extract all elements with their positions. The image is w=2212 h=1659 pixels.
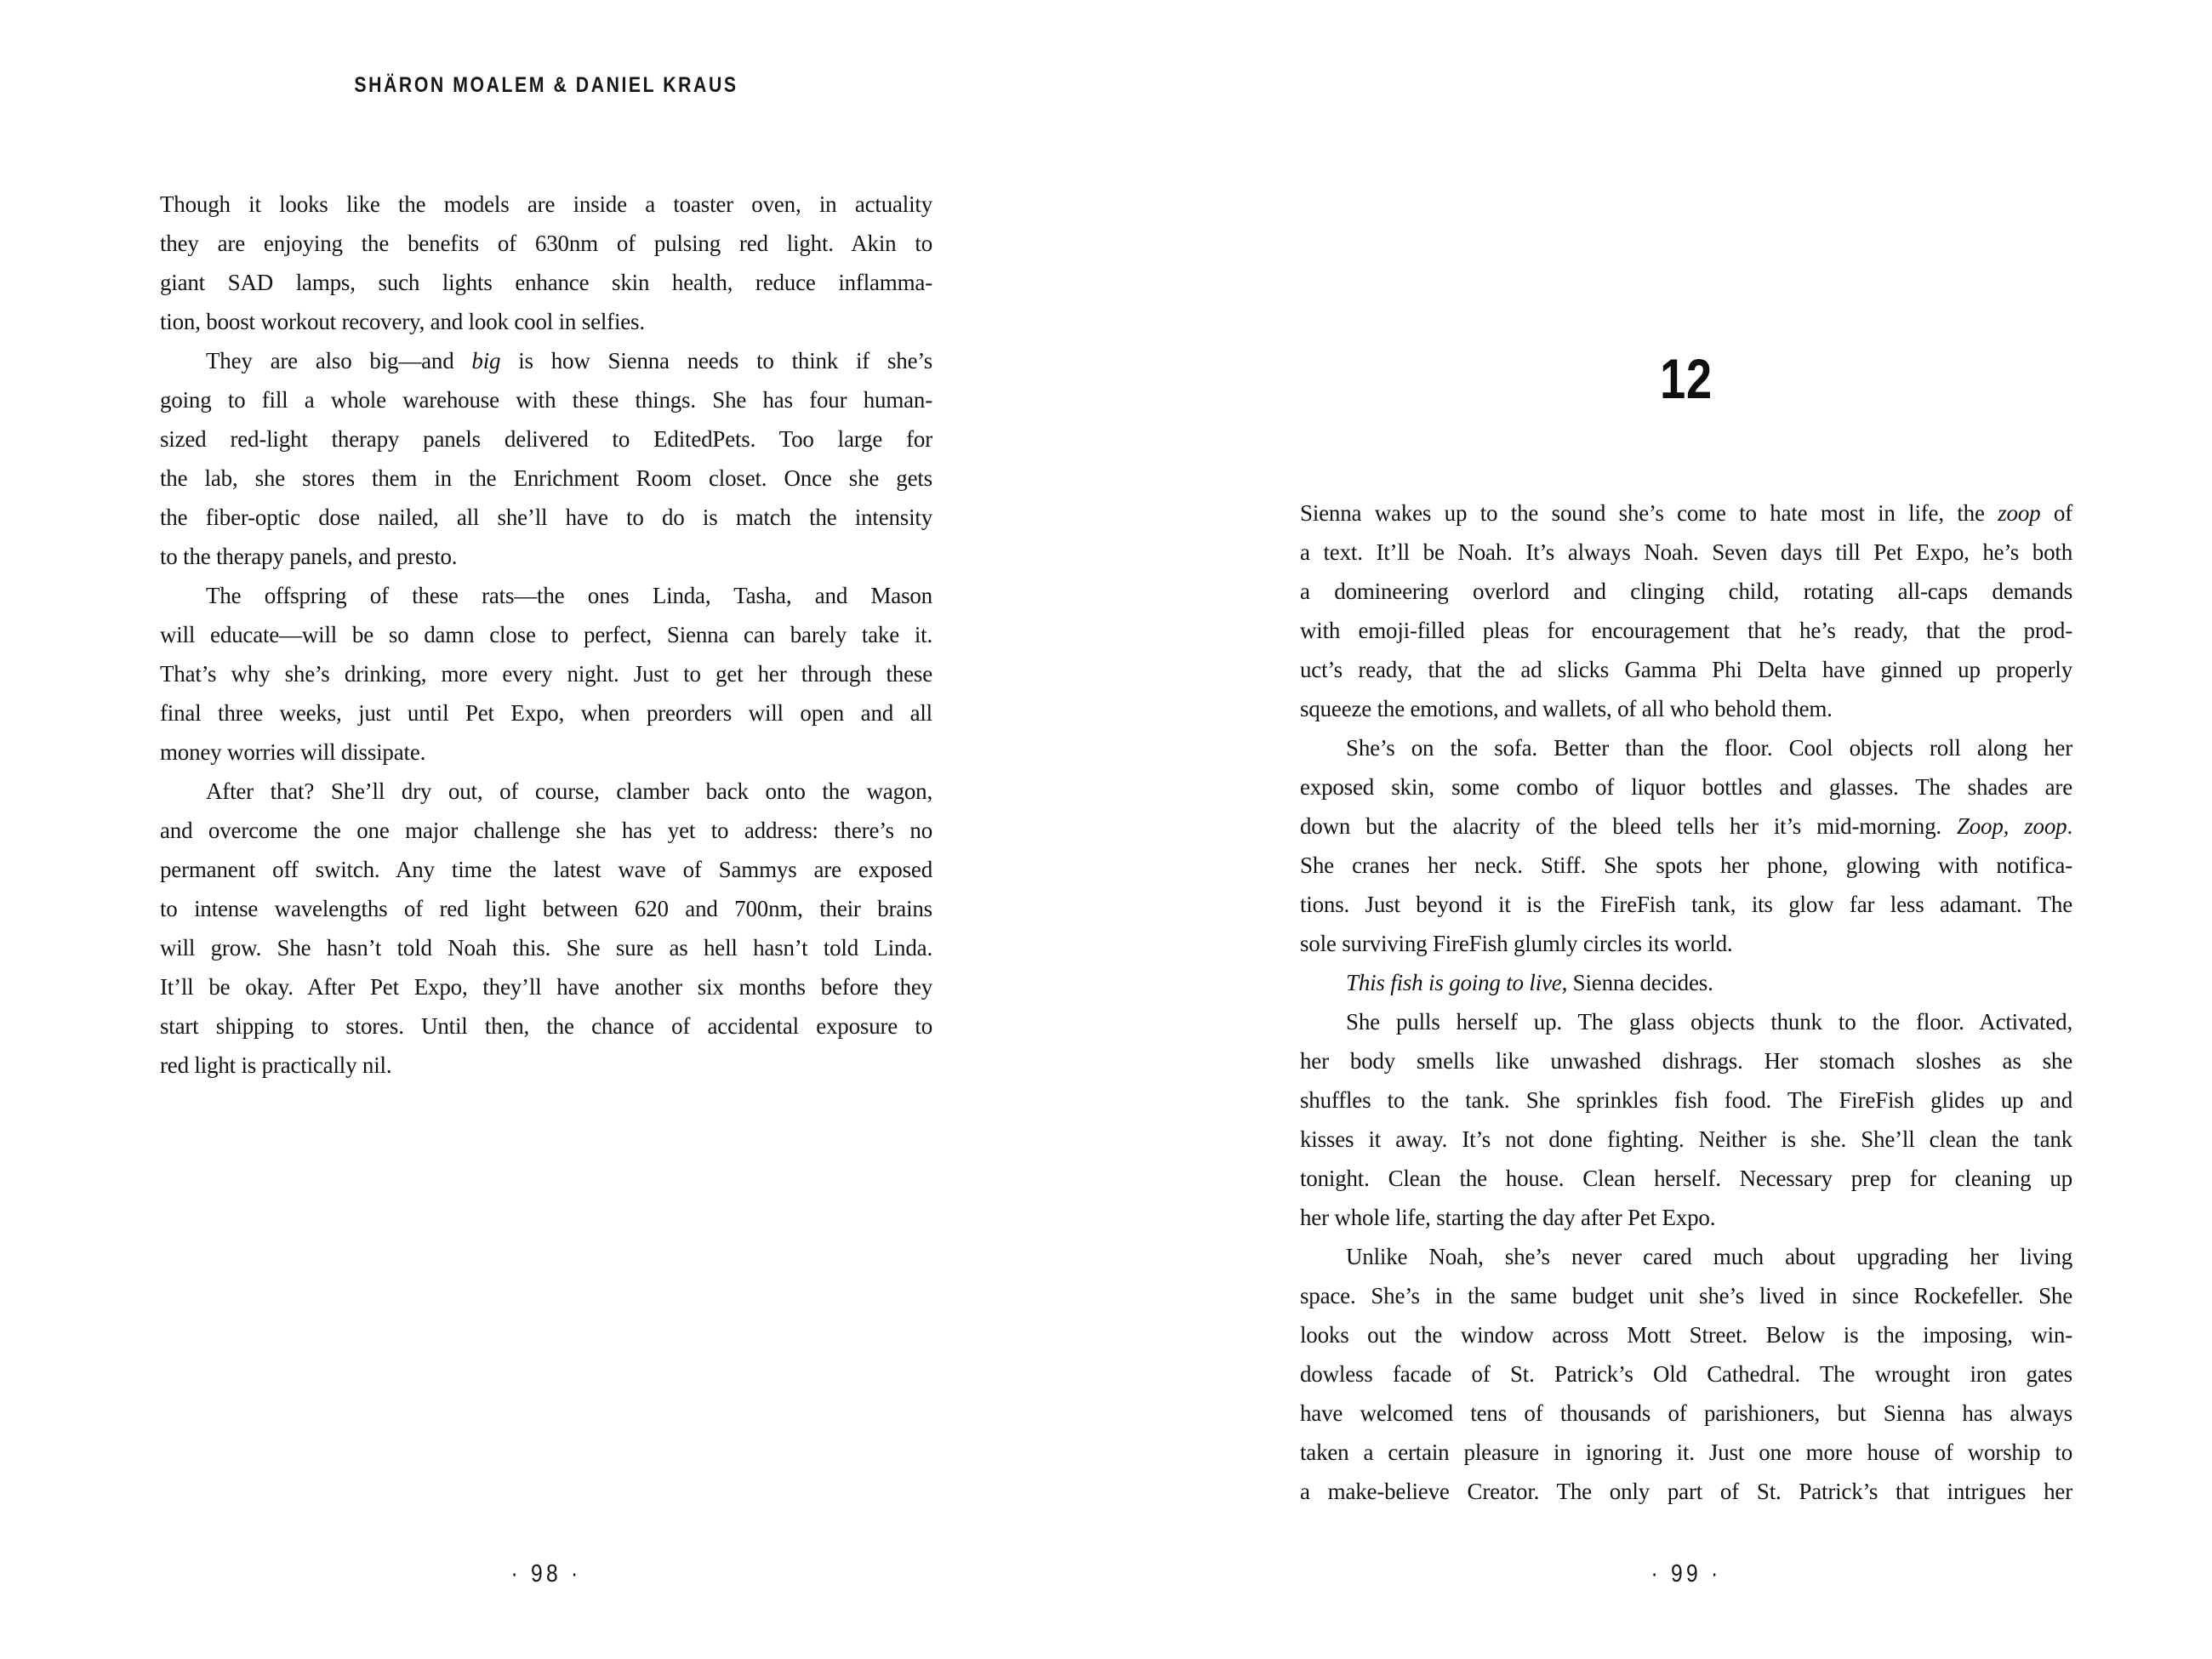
- italic-text-segment: Zoop, zoop: [1956, 813, 2067, 839]
- text-segment: of: [2040, 500, 2072, 526]
- text-segment: the lab, she stores them in the Enrichment Room closet. Once she gets: [160, 465, 932, 491]
- text-segment: a domineering overlord and clinging child, rotating all-caps demands: [1300, 579, 2072, 604]
- text-line: [160, 1046, 932, 1085]
- text-line: [1300, 689, 2072, 728]
- text-line: [1300, 1198, 2072, 1237]
- right-page-number: · 99 ·: [1650, 1560, 1722, 1588]
- text-line: [160, 459, 932, 498]
- text-line: [1300, 807, 2072, 846]
- text-line: [1300, 1315, 2072, 1354]
- text-segment: and overcome the one major challenge she has yet to address: there’s no: [160, 818, 932, 843]
- text-line: [1300, 1002, 2072, 1041]
- text-segment: dowless facade of St. Patrick’s Old Cathedral. The wrought iron gates: [1300, 1361, 2072, 1387]
- text-segment: tonight. Clean the house. Clean herself. Necessary prep for cleaning up: [1300, 1166, 2072, 1191]
- text-segment: kisses it away. It’s not done fighting. Neither is she. She’ll clean the tank: [1300, 1126, 2072, 1152]
- italic-text-segment: This fish is going to live,: [1346, 970, 1568, 995]
- text-line: [1300, 1354, 2072, 1394]
- text-line: [1300, 1276, 2072, 1315]
- text-segment: will grow. She hasn’t told Noah this. She sure as hell hasn’t told Linda.: [160, 935, 932, 961]
- text-line: [160, 263, 932, 302]
- text-segment: taken a certain pleasure in ignoring it. Just one more house of worship to: [1300, 1440, 2072, 1465]
- text-line: [160, 185, 932, 224]
- text-line: [1300, 924, 2072, 963]
- text-segment: with emoji-filled pleas for encouragement that he’s ready, that the prod-: [1300, 618, 2072, 643]
- text-line: [1300, 493, 2072, 533]
- text-segment: down but the alacrity of the bleed tells her it’s mid-morning.: [1300, 813, 1957, 839]
- text-line: [1300, 1394, 2072, 1433]
- text-segment: squeeze the emotions, and wallets, of all who behold them.: [1300, 696, 1833, 721]
- text-segment: permanent off switch. Any time the latest wave of Sammys are exposed: [160, 857, 932, 882]
- text-segment: start shipping to stores. Until then, the chance of accidental exposure to: [160, 1013, 932, 1039]
- text-line: [160, 693, 932, 733]
- text-segment: giant SAD lamps, such lights enhance skin health, reduce inflamma-: [160, 270, 932, 295]
- text-segment: money worries will dissipate.: [160, 739, 426, 765]
- text-line: [1300, 1041, 2072, 1080]
- text-line: [160, 302, 932, 341]
- text-line: [160, 1006, 932, 1046]
- text-line: [1300, 572, 2072, 611]
- text-line: [1300, 650, 2072, 689]
- text-segment: is how Sienna needs to think if she’s: [500, 348, 932, 373]
- text-line: [1300, 728, 2072, 767]
- text-segment: looks out the window across Mott Street. Below is the imposing, win-: [1300, 1322, 2072, 1348]
- text-line: [1300, 963, 2072, 1002]
- text-line: [160, 576, 932, 615]
- text-line: [160, 537, 932, 576]
- text-segment: She pulls herself up. The glass objects thunk to the floor. Activated,: [1346, 1009, 2072, 1035]
- text-segment: It’ll be okay. After Pet Expo, they’ll have another six months before they: [160, 974, 932, 1000]
- running-header-author: SHÄRON MOALEM & DANIEL KRAUS: [354, 73, 738, 97]
- text-segment: After that? She’ll dry out, of course, clamber back onto the wagon,: [206, 778, 932, 804]
- text-line: [160, 772, 932, 811]
- text-segment: her whole life, starting the day after Pet Expo.: [1300, 1205, 1716, 1230]
- text-line: [160, 850, 932, 889]
- text-line: [1300, 1080, 2072, 1120]
- text-line: [160, 341, 932, 380]
- text-segment: tions. Just beyond it is the FireFish tank, its glow far less adamant. The: [1300, 892, 2072, 917]
- text-segment: sized red-light therapy panels delivered to EditedPets. Too large for: [160, 426, 932, 452]
- text-segment: will educate—will be so damn close to perfect, Sienna can barely take it.: [160, 622, 932, 647]
- text-line: [160, 811, 932, 850]
- text-line: [1300, 533, 2072, 572]
- text-segment: The offspring of these rats—the ones Linda, Tasha, and Mason: [206, 583, 932, 608]
- text-segment: to intense wavelengths of red light between 620 and 700nm, their brains: [160, 896, 932, 921]
- text-line: [1300, 846, 2072, 885]
- text-segment: Sienna decides.: [1567, 970, 1713, 995]
- text-line: [160, 733, 932, 772]
- text-segment: red light is practically nil.: [160, 1052, 392, 1078]
- text-line: [160, 654, 932, 693]
- text-segment: That’s why she’s drinking, more every night. Just to get her through these: [160, 661, 932, 687]
- text-line: [1300, 1120, 2072, 1159]
- text-segment: They are also big—and: [206, 348, 472, 373]
- text-segment: a text. It’ll be Noah. It’s always Noah. Seven days till Pet Expo, he’s both: [1300, 539, 2072, 565]
- text-line: [160, 380, 932, 419]
- italic-text-segment: big: [471, 348, 501, 373]
- left-page-body-text: [160, 185, 932, 1085]
- text-line: [160, 928, 932, 967]
- text-segment: going to fill a whole warehouse with these things. She has four human-: [160, 387, 932, 413]
- right-page-body-text: [1300, 493, 2072, 1511]
- text-line: [1300, 1433, 2072, 1472]
- text-line: [1300, 1237, 2072, 1276]
- text-segment: have welcomed tens of thousands of parishioners, but Sienna has always: [1300, 1400, 2072, 1426]
- text-line: [1300, 1472, 2072, 1511]
- text-segment: final three weeks, just until Pet Expo, when preorders will open and all: [160, 700, 932, 726]
- text-line: [160, 967, 932, 1006]
- left-page-number: · 98 ·: [510, 1560, 582, 1588]
- text-line: [160, 889, 932, 928]
- text-segment: a make-believe Creator. The only part of St. Patrick’s that intrigues her: [1300, 1479, 2072, 1504]
- chapter-number: 12: [1660, 347, 1713, 410]
- text-segment: tion, boost workout recovery, and look cool in selfies.: [160, 309, 645, 334]
- text-line: [160, 224, 932, 263]
- text-segment: She’s on the sofa. Better than the floor. Cool objects roll along her: [1346, 735, 2072, 761]
- text-line: [1300, 885, 2072, 924]
- text-segment: they are enjoying the benefits of 630nm of pulsing red light. Akin to: [160, 231, 932, 256]
- italic-text-segment: zoop: [1998, 500, 2041, 526]
- text-segment: the fiber-optic dose nailed, all she’ll have to do is match the intensity: [160, 505, 932, 530]
- text-line: [1300, 611, 2072, 650]
- text-segment: her body smells like unwashed dishrags. Her stomach sloshes as she: [1300, 1048, 2072, 1074]
- text-line: [160, 615, 932, 654]
- text-segment: Sienna wakes up to the sound she’s come to hate most in life, the: [1300, 500, 1998, 526]
- text-segment: uct’s ready, that the ad slicks Gamma Phi Delta have ginned up properly: [1300, 657, 2072, 682]
- text-line: [1300, 767, 2072, 807]
- text-segment: sole surviving FireFish glumly circles its world.: [1300, 931, 1733, 956]
- text-segment: space. She’s in the same budget unit she’s lived in since Rockefeller. She: [1300, 1283, 2072, 1308]
- text-segment: Though it looks like the models are inside a toaster oven, in actuality: [160, 191, 932, 217]
- text-line: [1300, 1159, 2072, 1198]
- text-segment: to the therapy panels, and presto.: [160, 544, 458, 569]
- text-segment: exposed skin, some combo of liquor bottles and glasses. The shades are: [1300, 774, 2072, 800]
- text-segment: She cranes her neck. Stiff. She spots her phone, glowing with notifica-: [1300, 852, 2072, 878]
- text-segment: Unlike Noah, she’s never cared much about upgrading her living: [1346, 1244, 2072, 1269]
- text-segment: shuffles to the tank. She sprinkles fish food. The FireFish glides up and: [1300, 1087, 2072, 1113]
- text-line: [160, 498, 932, 537]
- page-right: [1106, 0, 2212, 1659]
- text-segment: .: [2067, 813, 2072, 839]
- text-line: [160, 419, 932, 459]
